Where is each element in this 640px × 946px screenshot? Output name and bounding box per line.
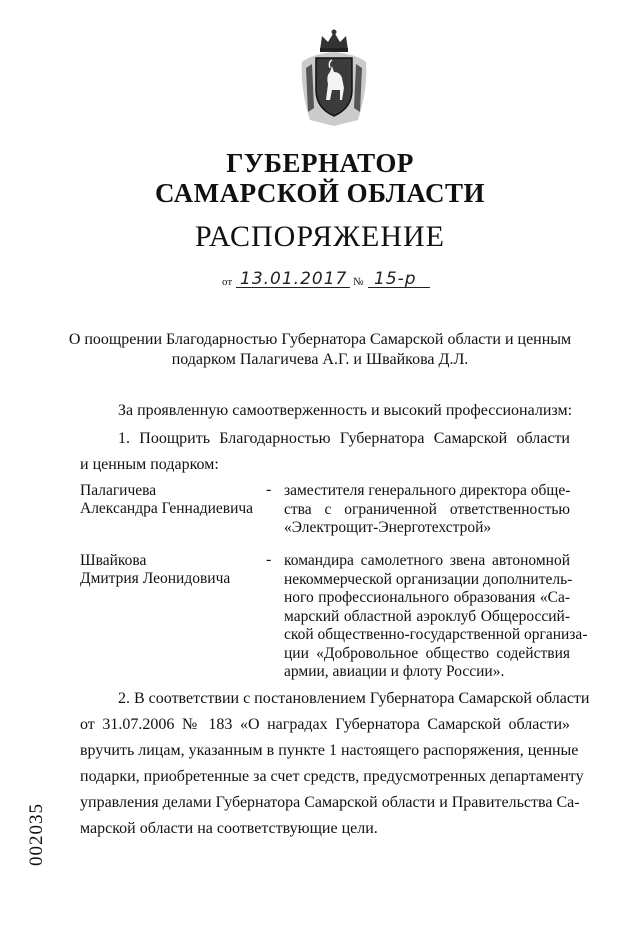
margin-stamp-number: 002035 xyxy=(26,803,47,866)
item2-line: марской области на соответствующие цели. xyxy=(80,820,378,837)
item2-line: вручить лицам, указанным в пункте 1 настоящего распоряжения, ценные xyxy=(80,742,579,759)
person2-position-line: ской общественно-государственной организа- xyxy=(284,626,588,643)
margin-stamp-container xyxy=(26,803,50,946)
issuer-title-line1: ГУБЕРНАТОР xyxy=(226,148,414,178)
item1-line2: и ценным подарком: xyxy=(80,456,219,473)
date-prefix: от xyxy=(222,276,233,288)
issuer-title-line2: САМАРСКОЙ ОБЛАСТИ xyxy=(154,178,486,208)
subject-line1: О поощрении Благодарностью Губернатора Самарской области и ценным xyxy=(68,331,572,348)
handwritten-number: 15-р xyxy=(374,269,417,289)
samara-coat-of-arms-icon xyxy=(298,28,370,128)
person1-surname: Палагичева xyxy=(80,482,157,499)
person2-position-line: ного профессионального образования «Са- xyxy=(284,589,570,606)
person2-position-line: ции «Добровольное общество содействия xyxy=(284,644,570,662)
person1-position-line: «Электрощит-Энерготехстрой» xyxy=(284,519,492,536)
item1-line1: 1. Поощрить Благодарностью Губернатора Самарской области xyxy=(118,430,570,447)
item2-line: 2. В соответствии с постановлением Губернатора Самарской области xyxy=(118,690,590,707)
person2-position-line: армии, авиации и флоту России». xyxy=(284,663,505,680)
item2-line: от 31.07.2006 № 183 «О наградах Губернатора Самарской области» xyxy=(80,716,570,733)
document-type: РАСПОРЯЖЕНИЕ xyxy=(194,220,446,253)
number-prefix: № xyxy=(353,276,364,288)
person2-position-line: некоммерческой организации дополнитель- xyxy=(284,570,573,588)
item2-paragraph xyxy=(80,686,590,842)
person1-position-line: заместителя генерального директора обще- xyxy=(284,482,571,499)
person2-surname: Швайкова xyxy=(80,552,147,569)
person2-position xyxy=(284,552,588,682)
person1-position-line: ства с ограниченной ответственностью xyxy=(284,500,570,518)
person2-position-line: марский областной аэроклуб Общероссий- xyxy=(284,607,570,625)
person2-dash: - xyxy=(266,551,272,568)
item2-line: подарки, приобретенные за счет средств, предусмотренных департаменту xyxy=(80,768,584,785)
subject-line2: подарком Палагичева А.Г. и Швайкова Д.Л. xyxy=(171,351,469,368)
person2-position-line: командира самолетного звена автономной xyxy=(284,552,570,569)
intro-paragraph: За проявленную самоотверженность и высокий профессионализм: xyxy=(118,402,573,419)
person1-dash: - xyxy=(266,481,272,498)
item2-line: управления делами Губернатора Самарской области и Правительства Са- xyxy=(80,794,580,811)
person2-given-names: Дмитрия Леонидовича xyxy=(80,570,231,587)
person1-given-names: Александра Геннадиевича xyxy=(80,500,254,517)
registration-line xyxy=(222,268,442,294)
handwritten-date: 13.01.2017 xyxy=(240,269,348,289)
document-subject xyxy=(60,330,580,370)
person1-position xyxy=(284,482,570,538)
